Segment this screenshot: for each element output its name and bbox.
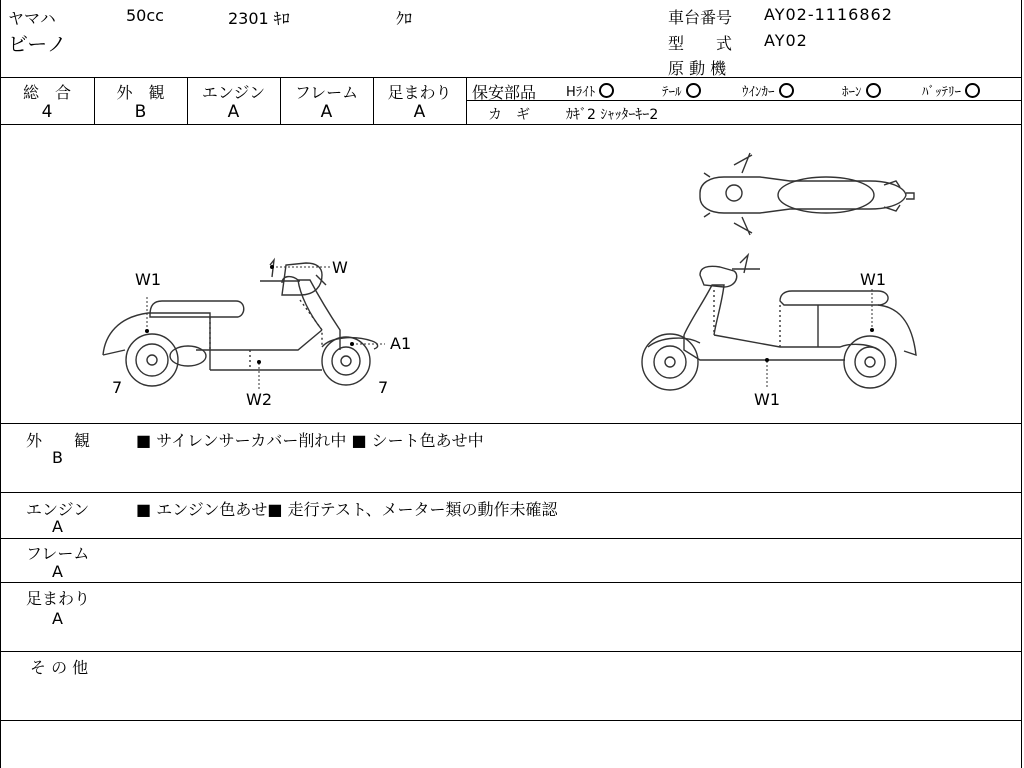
top-body: [700, 177, 906, 213]
key-value: ｶｷﾞ2 ｼｬｯﾀｰｷｰ2: [566, 107, 659, 123]
top-taillamp: [906, 193, 914, 199]
rear-body-line: [103, 350, 125, 355]
front-axle-left: [341, 356, 351, 366]
grade-exterior-label: 外 観: [116, 83, 165, 102]
seat-left: [150, 301, 244, 317]
safety-item-name: ﾎｰﾝ: [842, 85, 862, 100]
divider-diagram: [0, 423, 1022, 424]
safety-item-headlight: [566, 81, 614, 100]
grade-col-divider: [466, 77, 467, 124]
type-label: 型 式: [668, 34, 733, 53]
front-hub-left: [332, 347, 360, 375]
label-w1-left: W1: [135, 270, 161, 289]
engine-label: 原 動 機: [668, 59, 727, 78]
grade-engine-value: A: [227, 102, 240, 122]
handle-right: [740, 255, 748, 273]
damage-dot: [870, 328, 874, 332]
label-a1: A1: [390, 334, 412, 353]
note-exterior-label: 外 観: [26, 431, 91, 450]
damage-dot: [350, 342, 354, 346]
divider-notes-5: [0, 720, 1022, 721]
note-exterior-grade: B: [52, 448, 63, 467]
top-seat: [778, 177, 874, 213]
damage-dot: [270, 265, 274, 269]
label-rear-wheel: 7: [112, 378, 123, 397]
grade-frame-value: A: [320, 102, 333, 122]
divider-safety: [466, 100, 1022, 101]
divider-header: [0, 77, 1022, 78]
note-suspension-grade: A: [52, 609, 63, 628]
grade-suspension-label: 足まわり: [387, 83, 452, 102]
front-wheel-right: [642, 334, 698, 390]
front-axle-right: [665, 357, 675, 367]
displacement-text: 50cc: [126, 6, 164, 25]
label-w1-bottom: W1: [754, 390, 780, 409]
safety-item-name: Hﾗｲﾄ: [566, 85, 596, 100]
note-engine-grade: A: [52, 517, 63, 536]
grade-frame-label: フレーム: [294, 83, 359, 102]
divider-notes-2: [0, 538, 1022, 539]
mileage-text: 2301 ｷﾛ: [228, 9, 290, 28]
grade-exterior-value: B: [134, 102, 147, 122]
rear-wheel-left: [126, 334, 178, 386]
front-wheel-left: [322, 337, 370, 385]
safety-label: 保安部品: [472, 83, 537, 102]
scooter-top-view: [700, 153, 914, 235]
note-frame-grade: A: [52, 562, 63, 581]
damage-dot: [257, 360, 261, 364]
top-headlamp: [726, 185, 742, 201]
floor-top-right: [714, 335, 818, 347]
divider-notes-1: [0, 492, 1022, 493]
grade-engine-label: エンジン: [201, 83, 266, 102]
rear-hub-right: [855, 347, 885, 377]
frame-no-label: 車台番号: [668, 8, 733, 27]
ok-circle-icon: [686, 83, 701, 98]
divider-notes-3: [0, 582, 1022, 583]
rear-axle-right: [865, 357, 875, 367]
rear-hub-left: [136, 344, 168, 376]
note-suspension-label: 足まわり: [26, 589, 91, 608]
floor-left: [210, 330, 322, 350]
rear-body-right: [878, 305, 916, 355]
type-value: AY02: [764, 31, 808, 50]
key-label: カ ギ: [488, 107, 530, 123]
legshield-right: [684, 285, 724, 335]
note-engine-text: ■ エンジン色あせ■ 走行テスト、メーター類の動作未確認: [136, 500, 558, 519]
grade-overall-label: 総 合: [22, 83, 71, 102]
frame-no-value: AY02-1116862: [764, 5, 893, 24]
note-exterior-text: ■ サイレンサーカバー削れ中 ■ シート色あせ中: [136, 431, 484, 450]
model-name: ビーノ: [8, 32, 67, 56]
safety-item-name: ﾊﾞｯﾃﾘｰ: [922, 85, 961, 100]
color-text: ｸﾛ: [396, 9, 413, 28]
leader-lines-left: [147, 267, 385, 391]
grade-suspension-value: A: [413, 102, 426, 122]
damage-dot: [765, 358, 769, 362]
note-other-label: そ の 他: [30, 658, 89, 677]
note-engine-label: エンジン: [26, 500, 90, 519]
label-front-wheel: 7: [378, 378, 389, 397]
ok-circle-icon: [599, 83, 614, 98]
ok-circle-icon: [965, 83, 980, 98]
note-frame-label: フレーム: [26, 544, 90, 563]
ok-circle-icon: [866, 83, 881, 98]
rear-axle-left: [147, 355, 157, 365]
safety-item-name: ｳｲﾝｶｰ: [742, 85, 775, 100]
label-w: W: [332, 258, 348, 277]
label-w1-right: W1: [860, 270, 886, 289]
muffler-left: [170, 346, 206, 366]
grade-overall-value: 4: [41, 102, 53, 122]
headlamp-left: [282, 263, 322, 295]
maker-text: ヤマハ: [8, 9, 56, 28]
top-handlebar: [734, 153, 752, 235]
safety-item-winker: [742, 81, 794, 100]
front-hub-right: [654, 346, 686, 378]
safety-item-tail: [662, 81, 701, 100]
headlamp-right: [700, 266, 737, 287]
label-w2: W2: [246, 390, 272, 409]
ok-circle-icon: [779, 83, 794, 98]
safety-item-horn: [842, 81, 881, 100]
safety-item-name: ﾃｰﾙ: [662, 85, 682, 100]
divider-notes-4: [0, 651, 1022, 652]
damage-dot: [145, 329, 149, 333]
safety-item-battery: [922, 81, 980, 100]
